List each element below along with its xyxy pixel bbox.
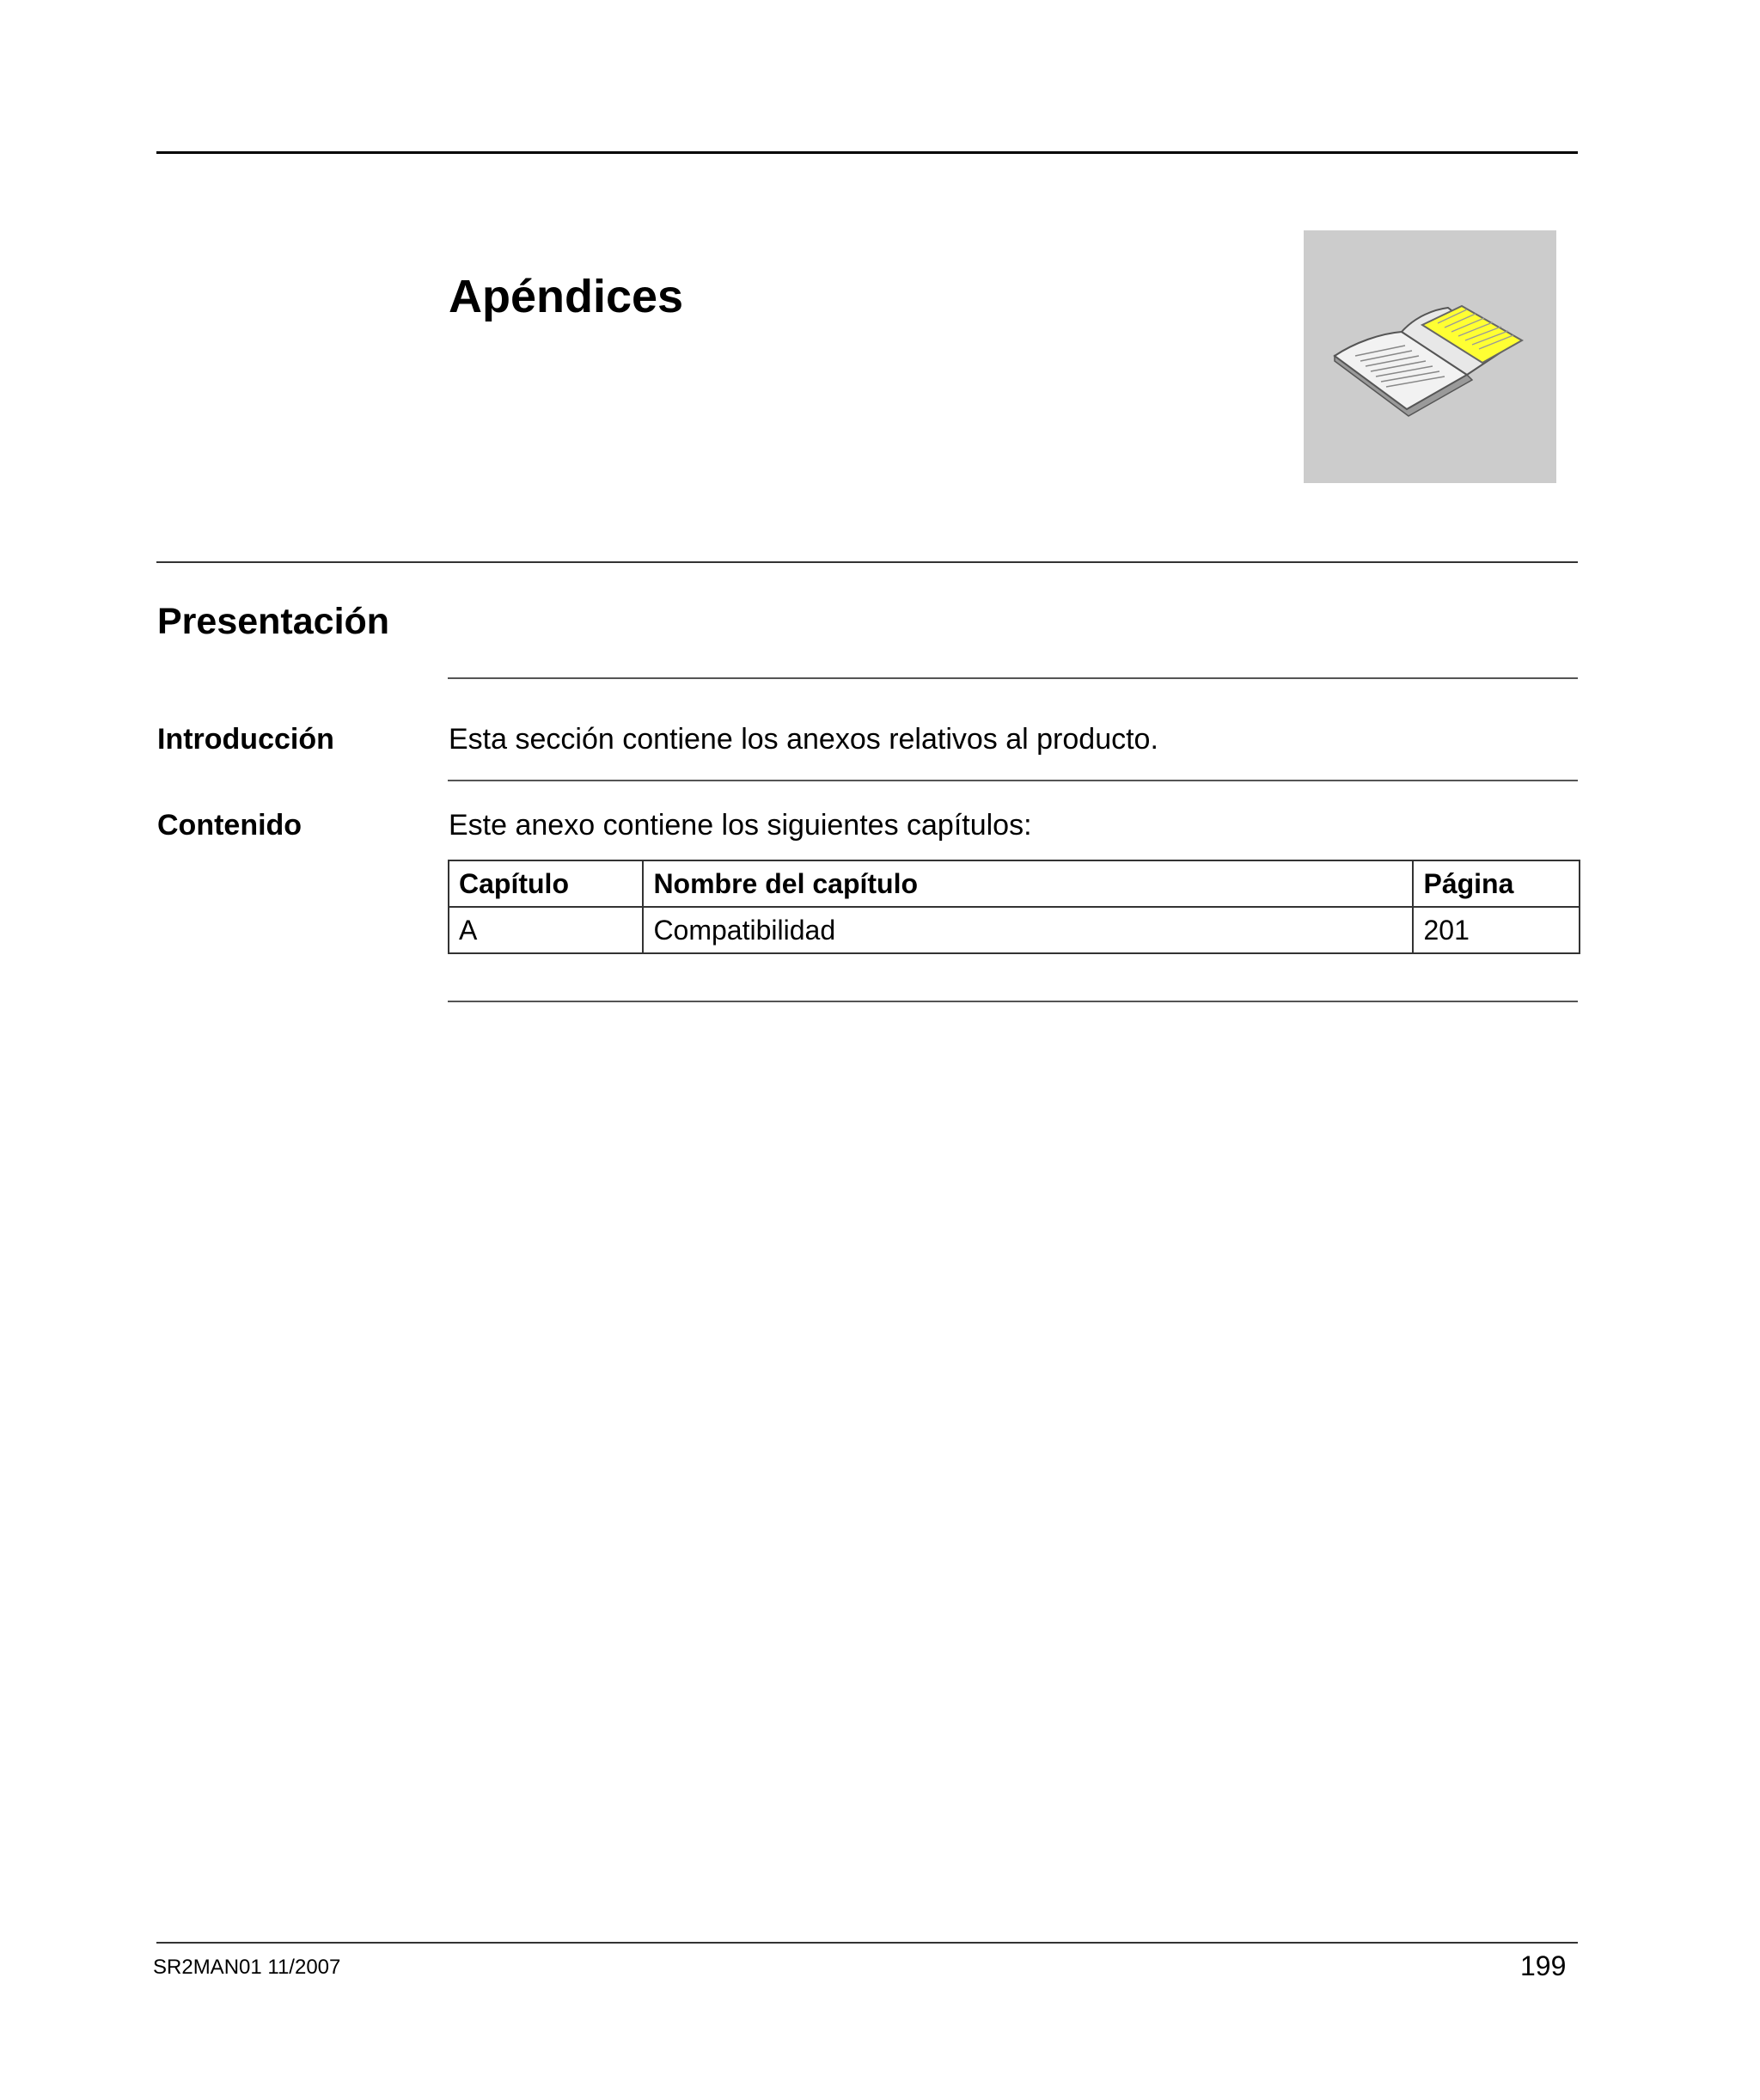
book-with-note-icon — [1304, 230, 1556, 483]
chapter-table — [448, 860, 1580, 954]
table-row — [449, 907, 1580, 953]
contents-label: Contenido — [157, 809, 302, 842]
column-header-chapter-name: Nombre del capítulo — [643, 860, 1413, 907]
introduction-text: Esta sección contiene los anexos relativos al producto. — [449, 723, 1158, 756]
chapter-title: Apéndices — [449, 271, 684, 322]
chapter-illustration — [1304, 230, 1556, 483]
cell-page-number: 201 — [1413, 907, 1580, 953]
cell-chapter-name: Compatibilidad — [643, 907, 1413, 953]
cell-chapter-letter: A — [449, 907, 643, 953]
block-rule-intro — [448, 677, 1578, 679]
block-rule-contents — [448, 780, 1578, 781]
table-header-row — [449, 860, 1580, 907]
column-header-page: Página — [1413, 860, 1580, 907]
section-title: Presentación — [157, 601, 390, 642]
footer-doc-ref: SR2MAN01 11/2007 — [153, 1956, 341, 1979]
top-rule — [156, 151, 1578, 154]
contents-text: Este anexo contiene los siguientes capítulos: — [449, 809, 1032, 842]
introduction-label: Introducción — [157, 723, 334, 756]
block-rule-end — [448, 1001, 1578, 1002]
footer-page-number: 199 — [1520, 1950, 1567, 1981]
column-header-chapter: Capítulo — [449, 860, 643, 907]
section-rule — [156, 561, 1578, 563]
footer-rule — [156, 1942, 1578, 1944]
